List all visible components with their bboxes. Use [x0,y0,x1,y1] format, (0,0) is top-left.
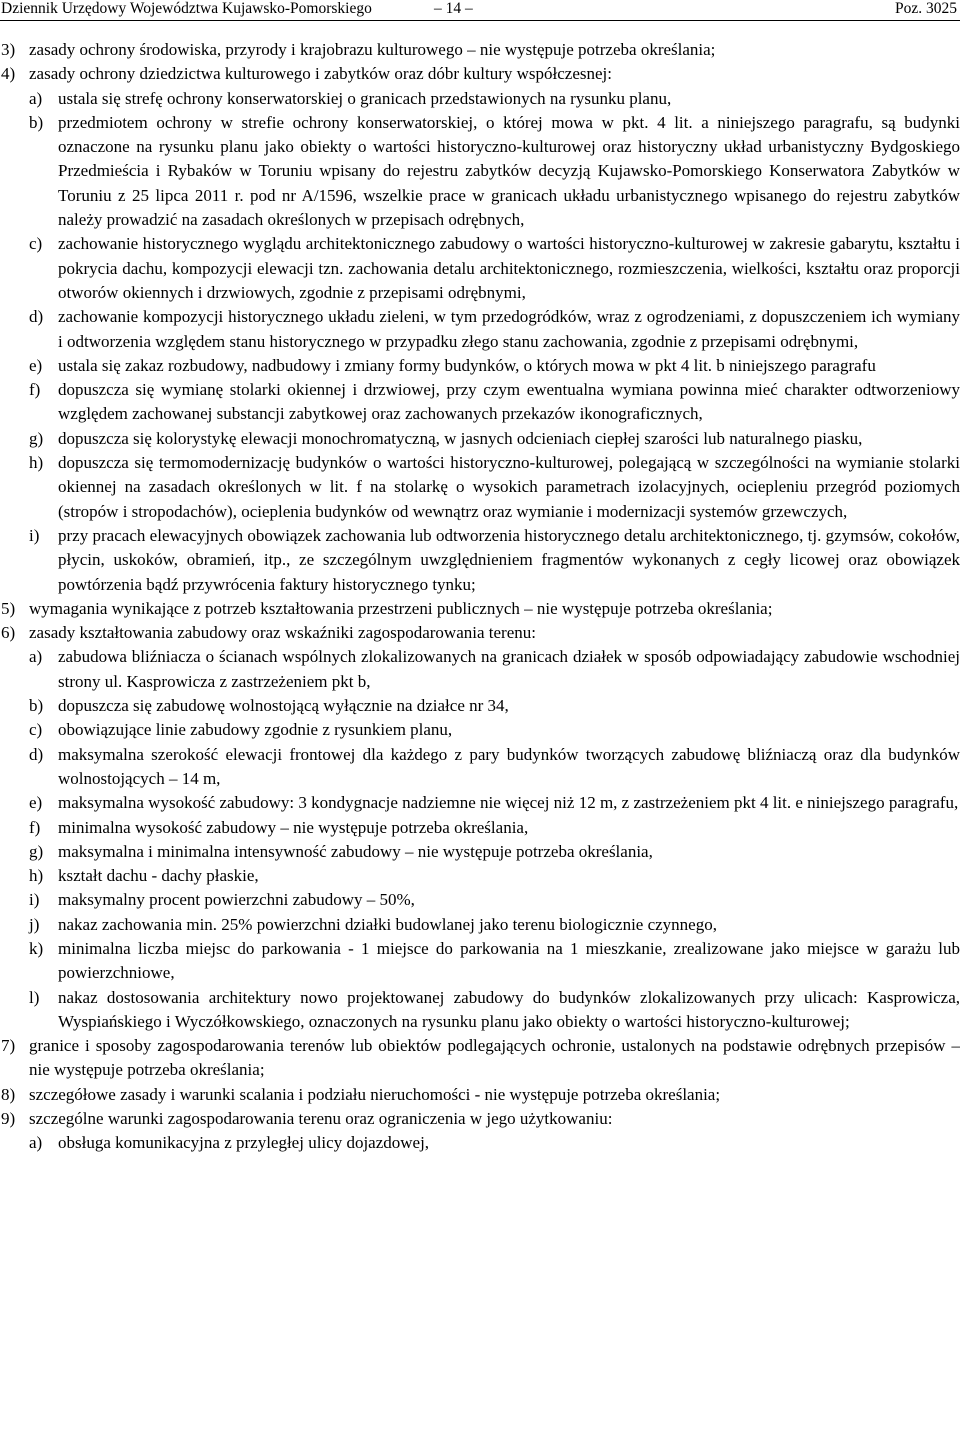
list-item-text: zasady kształtowania zabudowy oraz wskaźniki zagospodarowania terenu: [29,623,536,643]
list-item [0,1083,960,1107]
sub-list-item-letter: i) [29,890,40,910]
sub-list-item-letter: i) [29,525,40,545]
sub-list-item [0,913,960,937]
list-item [0,38,960,62]
list-item-number: 6) [1,623,16,643]
sub-list-item [0,1131,960,1155]
sub-list-item [0,718,960,742]
list-item [0,1034,960,1083]
sub-list-item [0,864,960,888]
sub-list-item-letter: f) [29,817,41,837]
sub-list-item [0,840,960,864]
sub-list-item [0,427,960,451]
sub-list-item-text: zachowanie kompozycji historycznego układu zieleni, w tym przedogródków, wraz z ogrodzeniami, z dopuszczeniem ich wymiany i odtworzenia względem stanu historycznego w przypadku złego stanu zachowania, zgodnie z przepisami odrębnymi, [58,307,960,351]
list-item-number: 5) [1,598,16,618]
sub-list-item-text: kształt dachu - dachy płaskie, [58,866,259,886]
journal-title: Dziennik Urzędowy Województwa Kujawsko-Pomorskiego [1,0,372,17]
list-item-text: wymagania wynikające z potrzeb kształtowania przestrzeni publicznych – nie występuje potrzeba określania; [29,598,773,618]
list-item-number: 8) [1,1084,16,1104]
sub-list-item [0,937,960,986]
sub-list-item-text: maksymalna szerokość elewacji frontowej dla każdego z pary budynków tworzących zabudowę bliźniaczą oraz dla budynków wolnostojących – 14 m, [58,744,960,788]
sub-list-item-text: zabudowa bliźniacza o ścianach wspólnych zlokalizowanych na granicach działek w sposób odpowiadający zabudowie wschodniej strony ul. Kasprowicza z zastrzeżeniem pkt b, [58,647,960,691]
sub-list-item-letter: e) [29,793,43,813]
sub-list-item-letter: h) [29,866,44,886]
list-item-number: 4) [1,64,16,84]
sub-list-item [0,111,960,232]
sub-list-item [0,524,960,597]
sub-list-item [0,645,960,694]
sub-list-item-text: obsługa komunikacyjna z przyległej ulicy dojazdowej, [58,1133,430,1153]
sub-list-item [0,87,960,111]
list-item [0,597,960,621]
sub-list-item-letter: f) [29,380,41,400]
page-header [0,0,960,21]
sub-list-item-letter: a) [29,1133,43,1153]
list-item-text: zasady ochrony dziedzictwa kulturowego i zabytków oraz dóbr kultury współczesnej: [29,64,613,84]
list-item-number: 7) [1,1036,16,1056]
sub-list-item-letter: l) [29,987,40,1007]
sub-list-item [0,816,960,840]
sub-list-item-letter: a) [29,88,43,108]
sub-list-item [0,791,960,815]
sub-list-item [0,305,960,354]
page-number: – 14 – [434,0,473,17]
list-item-text: granice i sposoby zagospodarowania terenów lub obiektów podlegających ochronie, ustalonych na podstawie odrębnych przepisów – nie występuje potrzeba określania; [29,1036,960,1080]
sub-list-item-text: dopuszcza się zabudowę wolnostojącą wyłącznie na działce nr 34, [58,696,509,716]
sub-list-item-letter: g) [29,841,44,861]
sub-list-item-text: maksymalna wysokość zabudowy: 3 kondygnacje nadziemne nie więcej niż 12 m, z zastrzeżeniem pkt 4 lit. e niniejszego paragrafu, [58,793,959,813]
sub-list-item [0,743,960,792]
sub-list-item-text: dopuszcza się termomodernizację budynków o wartości historyczno-kulturowej, polegającą w szczególności na wymianie stolarki okiennej na zasadach określonych w lit. f na stolarkę o wysokich parametrach izolacyjnych, ociepleniu przegród poziomych (stropów i stropodachów), ocieplenia budynków od wewnątrz oraz wymianie i modernizacji systemów grzewczych, [58,453,960,521]
sub-list-item [0,888,960,912]
list-item [0,62,960,86]
sub-list-item-letter: b) [29,112,44,132]
list-item-text: szczegółowe zasady i warunki scalania i podziału nieruchomości - nie występuje potrzeba określania; [29,1084,721,1104]
sub-list-item [0,986,960,1035]
sub-list-item-text: obowiązujące linie zabudowy zgodnie z rysunkiem planu, [58,720,453,740]
sub-list-item-letter: c) [29,234,43,254]
sub-list-item-text: zachowanie historycznego wyglądu architektonicznego zabudowy o wartości historyczno-kulturowej w zakresie gabarytu, kształtu i pokrycia dachu, kompozycji elewacji tzn. zachowania detalu architektonicznego, rozmieszczenia, wielkości, kształtu oraz proporcji otworów okiennych i drzwiowych, zgodnie z przepisami odrębnymi, [58,234,960,302]
sub-list-item-letter: h) [29,453,44,473]
list-item-text: zasady ochrony środowiska, przyrody i krajobrazu kulturowego – nie występuje potrzeba określania; [29,40,716,59]
sub-list-item [0,354,960,378]
sub-list-item-letter: j) [29,914,40,934]
sub-list-item-letter: a) [29,647,43,667]
list-item-number: 3) [1,40,16,59]
sub-list-item-text: nakaz dostosowania architektury nowo projektowanej zabudowy do budynków zlokalizowanych przy ulicach: Kasprowicza, Wyspiańskiego i Wyczółkowskiego, oznaczonych na rysunku planu jako obiekty o wartości historyczno-kulturowej; [58,987,960,1031]
sub-list-item [0,378,960,427]
list-item-text: szczególne warunki zagospodarowania terenu oraz ograniczenia w jego użytkowaniu: [29,1109,613,1129]
sub-list-item-text: minimalna wysokość zabudowy – nie występuje potrzeba określania, [58,817,529,837]
sub-list-item-letter: d) [29,307,44,327]
list-item [0,1107,960,1131]
sub-list-item-letter: k) [29,938,44,958]
sub-list-item-text: nakaz zachowania min. 25% powierzchni działki budowlanej jako terenu biologicznie czynnego, [58,914,717,934]
sub-list-item-letter: b) [29,696,44,716]
sub-list-item-text: ustala się zakaz rozbudowy, nadbudowy i zmiany formy budynków, o których mowa w pkt 4 lit. b niniejszego paragrafu [58,355,876,375]
position-number: Poz. 3025 [895,0,957,17]
sub-list-item-text: maksymalny procent powierzchni zabudowy – 50%, [58,890,415,910]
sub-list-item-letter: c) [29,720,43,740]
sub-list-item-letter: e) [29,355,43,375]
sub-list-item-text: ustala się strefę ochrony konserwatorskiej o granicach przedstawionych na rysunku planu, [58,88,672,108]
sub-list-item-text: dopuszcza się kolorystykę elewacji monochromatyczną, w jasnych odcieniach ciepłej szarości lub naturalnego piasku, [58,428,863,448]
sub-list-item-letter: d) [29,744,44,764]
sub-list-item [0,232,960,305]
sub-list-item-text: przedmiotem ochrony w strefie ochrony konserwatorskiej, o której mowa w pkt. 4 lit. a niniejszego paragrafu, są budynki oznaczone na rysunku planu jako obiekty o wartości historyczno-kulturowej oraz historyczny układ urbanistyczny Bydgoskiego Przedmieścia i Rybaków w Toruniu wpisany do rejestru zabytków decyzją Kujawsko-Pomorskiego Konserwatora Zabytków w Toruniu z 25 lipca 2011 r. pod nr A/1596, wszelkie prace w granicach układu urbanistycznego wpisanego do rejestru zabytków należy prowadzić na zasadach określonych w przepisach odrębnych, [58,112,960,230]
sub-list-item-text: maksymalna i minimalna intensywność zabudowy – nie występuje potrzeba określania, [58,841,653,861]
list-item [0,621,960,645]
sub-list-item-text: minimalna liczba miejsc do parkowania - 1 miejsce do parkowania na 1 mieszkanie, zrealizowane jako miejsce w garażu lub powierzchniowe, [58,938,960,983]
list-item-number: 9) [1,1109,16,1129]
sub-list-item [0,451,960,524]
sub-list-item-letter: g) [29,428,44,448]
sub-list-item [0,694,960,718]
sub-list-item-text: dopuszcza się wymianę stolarki okiennej i drzwiowej, przy czym ewentualna wymiana powinna mieć charakter odtworzeniowy względem zachowanej substancji zabytkowej oraz zachowanych przekazów ikonograficznych, [58,380,960,424]
sub-list-item-text: przy pracach elewacyjnych obowiązek zachowania lub odtworzenia historycznego detalu architektonicznego, tj. gzymsów, cokołów, płycin, uskoków, obramień, itp., ze szczególnym uwzględnieniem fragmentów wykonanych z cegły licowej oraz obowiązek powtórzenia bądź przywrócenia faktury historycznego tynku; [58,525,960,594]
document-body [0,38,960,1156]
